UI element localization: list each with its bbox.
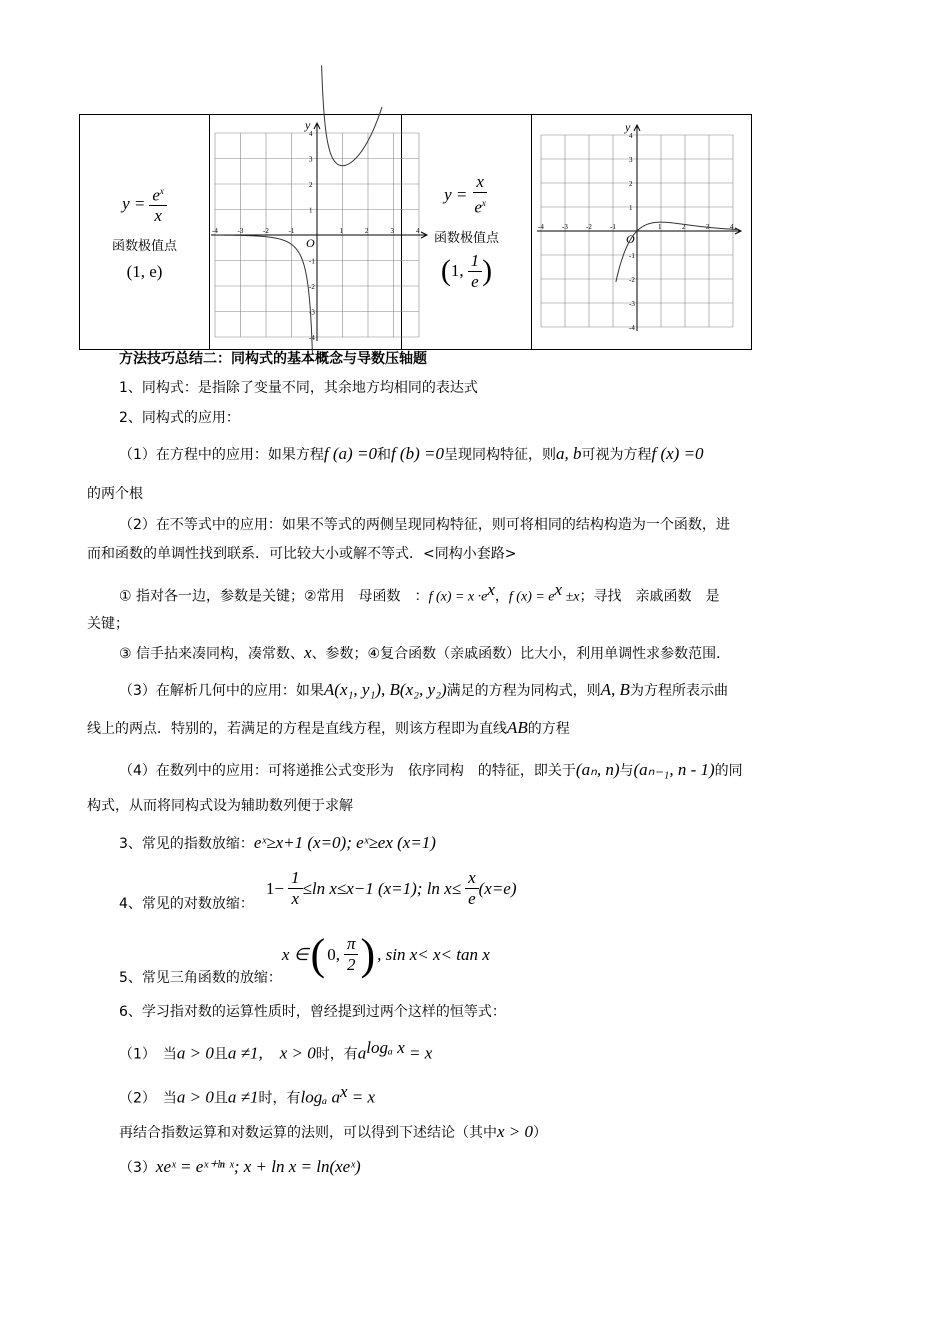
x-tick-label: -4: [537, 223, 544, 231]
paragraph-3: （1）在方程中的应用：如果方程f (a) =0和f (b) =0呈现同构特征，则a, b可视为方程f (x) =0: [119, 444, 704, 463]
y-tick-label: 2: [628, 180, 632, 188]
paragraph-11: 5、常见三角函数的放缩： x ∈ ( 0, $\frac{\pi}{2}$ ) , sin x< x< tan x: [119, 929, 490, 986]
y-tick-label: 1: [308, 206, 312, 215]
y-axis-label: y: [624, 120, 630, 134]
x-tick-label: -1: [609, 223, 616, 231]
y-tick-label: -3: [308, 308, 315, 317]
paragraph-10: 4、常见的对数放缩： 1− $\frac{1}{x}$ ≤ln x≤x−1 (x=1); ln x≤ $\frac{x}{e}$ (x=e): [119, 868, 517, 912]
x-tick-label: 2: [364, 227, 368, 235]
paragraph-16: （3）xeˣ = eˣ⁺ˡⁿ ˣ; x + ln x = ln(xeˣ): [119, 1157, 361, 1176]
x-tick-label: 1: [657, 223, 661, 231]
function-curve: [215, 235, 312, 353]
y-tick-label: -1: [628, 252, 635, 260]
paragraph-8-cont: 构式，从而将同构式设为辅助数列便于求解: [87, 798, 353, 814]
x-tick-label: -4: [211, 227, 218, 235]
paragraph-4-cont: 而和函数的单调性找到联系．可比较大小或解不等式．<同构小套路>: [87, 546, 517, 562]
paragraph-9: 3、常见的指数放缩：eˣ≥x+1 (x=0); eˣ≥ex (x=1): [119, 833, 436, 852]
x-tick-label: 2: [681, 223, 685, 231]
paragraph-15: 再结合指数运算和对数运算的法则，可以得到下述结论（其中x > 0）: [119, 1122, 548, 1141]
y-tick-label: -1: [308, 257, 315, 266]
paragraph-3-cont: 的两个根: [87, 486, 143, 502]
paragraph-5: ① 指对各一边，参数是关键；②常用 母函数 ：f (x) = x ·ex，f (x) = ex ±x；寻找 亲戚函数 是: [119, 580, 720, 605]
paragraph-4: （2）在不等式中的应用：如果不等式的两侧呈现同构特征，则可将相同的结构构造为一个函数，进: [119, 517, 730, 533]
extremum-label: 函数极值点: [111, 239, 177, 255]
paragraph-7: （3）在解析几何中的应用：如果A(x₁, y₁), B(x₂, y₂)满足的方程为同构式，则A, B为方程所表示曲: [119, 680, 728, 699]
graph-cell-1: [210, 115, 419, 350]
origin-label: O: [305, 236, 315, 250]
y-tick-label: -2: [308, 283, 315, 291]
paragraph-6: ③ 信手拈来凑同构，凑常数、x、参数；④复合函数（亲戚函数）比大小，利用单调性求参数范围．: [119, 643, 731, 662]
y-tick-label: 2: [308, 181, 312, 189]
x-tick-label: 4: [415, 227, 419, 235]
graph-ex-over-x: [211, 115, 419, 345]
y-tick-label: 3: [628, 156, 632, 164]
function-table: [79, 114, 752, 350]
graph-x-over-ex: [533, 115, 751, 345]
x-tick-label: -2: [262, 227, 269, 235]
paragraph-7-cont: 线上的两点．特别的，若满足的方程是直线方程，则该方程即为直线AB的方程: [87, 718, 570, 737]
x-tick-label: -1: [288, 227, 294, 235]
formula-cell-ex-over-x: [80, 115, 210, 350]
paragraph-13: （1） 当a > 0且a ≠1, x > 0时，有alogₐ x = x: [119, 1038, 433, 1063]
y-tick-label: 4: [308, 130, 312, 138]
x-tick-label: -2: [585, 223, 592, 231]
y-axis-label: y: [304, 118, 310, 132]
formula-x-over-ex: y = $\frac{x}{e^x}$: [444, 172, 486, 217]
y-tick-label: -4: [628, 324, 635, 332]
extremum-point: ( 1, $\frac{1}{e}$ ): [440, 250, 493, 291]
y-tick-label: 4: [628, 132, 632, 140]
y-tick-label: 1: [628, 204, 632, 212]
extremum-label: 函数极值点: [433, 230, 499, 246]
x-tick-label: 4: [729, 223, 733, 231]
formula-ex-over-x: y = $\frac{e^x}{x}$: [122, 182, 167, 226]
y-tick-label: -4: [308, 334, 315, 342]
x-tick-label: -3: [237, 227, 243, 235]
section-heading: 方法技巧总结二：同构式的基本概念与导数压轴题: [119, 351, 427, 367]
paragraph-2: 2、同构式的应用：: [119, 410, 240, 426]
y-tick-label: -2: [628, 276, 635, 284]
y-tick-label: -3: [628, 300, 635, 308]
paragraph-8: （4）在数列中的应用：可将递推公式变形为 依序同构 的特征，即关于(aₙ, n)与(aₙ₋₁, n - 1)的同: [119, 760, 743, 779]
paragraph-14: （2） 当a > 0且a ≠1时，有logₐ ax = x: [119, 1082, 376, 1107]
origin-label: O: [625, 232, 635, 246]
paragraph-12: 6、学习指对数的运算性质时，曾经提到过两个这样的恒等式：: [119, 1004, 506, 1020]
graph-cell-2: [532, 115, 752, 350]
x-tick-label: 3: [390, 227, 394, 235]
x-tick-label: 1: [339, 227, 343, 235]
paragraph-1: 1、同构式：是指除了变量不同，其余地方均相同的表达式: [119, 380, 478, 396]
paragraph-5-cont: 关键；: [87, 616, 129, 632]
y-tick-label: 3: [308, 155, 312, 164]
x-tick-label: -3: [561, 223, 568, 231]
function-curve: [321, 65, 381, 165]
x-tick-label: 3: [705, 223, 709, 231]
extremum-point: (1, e): [126, 262, 163, 282]
